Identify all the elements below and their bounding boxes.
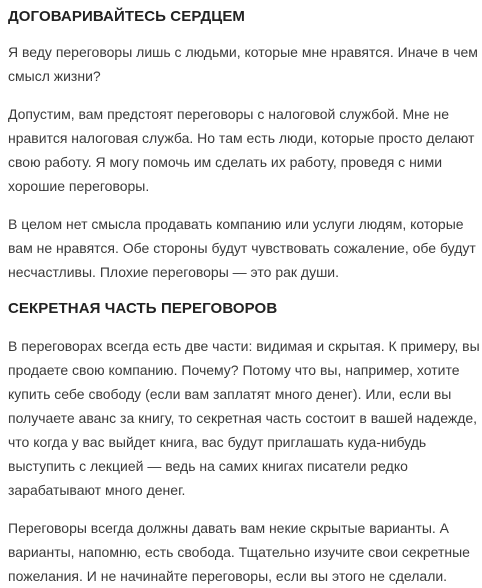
text-line: Допустим, вам предстоят переговоры с налоговой службой. Мне не xyxy=(8,106,450,122)
text-line: нравится налоговая служба. Но там есть люди, которые просто делают xyxy=(8,130,475,146)
text-line: смысл жизни? xyxy=(8,68,101,84)
text-line: купить себе свободу (если вам заплатят много денег). Или, если вы xyxy=(8,386,452,402)
text-line: выступить с лекцией — ведь на самих книгах писатели редко xyxy=(8,458,408,474)
paragraph xyxy=(8,516,474,588)
paragraph xyxy=(8,212,474,284)
text-line: получаете аванс за книгу, то секретная часть состоит в вашей надежде, xyxy=(8,410,478,426)
text-line: хорошие переговоры. xyxy=(8,178,150,194)
section-heading: СЕКРЕТНАЯ ЧАСТЬ ПЕРЕГОВОРОВ xyxy=(8,300,278,317)
text-line: продаете свою компанию. Почему? Потому что вы, например, хотите xyxy=(8,362,460,378)
text-line: несчастливы. Плохие переговоры — это рак души. xyxy=(8,264,340,280)
section-heading: ДОГОВАРИВАЙТЕСЬ СЕРДЦЕМ xyxy=(8,8,246,25)
text-line: В переговорах всегда есть две части: видимая и скрытая. К примеру, вы xyxy=(8,338,480,354)
text-line: что когда у вас выйдет книга, вас будут приглашать куда-нибудь xyxy=(8,434,427,450)
paragraph xyxy=(8,40,478,88)
text-line: Переговоры всегда должны давать вам некие скрытые варианты. А xyxy=(8,520,449,536)
text-line: вам не нравятся. Обе стороны будут чувствовать сожаление, обе будут xyxy=(8,240,476,256)
text-line: В целом нет смысла продавать компанию или услуги людям, которые xyxy=(8,216,464,232)
paragraph xyxy=(8,334,480,502)
paragraph xyxy=(8,102,474,198)
text-line: Я веду переговоры лишь с людьми, которые мне нравятся. Иначе в чем xyxy=(8,44,478,60)
text-line: зарабатывают много денег. xyxy=(8,482,186,498)
text-line: пожелания. И не начинайте переговоры, если вы этого не сделали. xyxy=(8,568,448,584)
text-line: варианты, напомню, есть свобода. Тщательно изучите свои секретные xyxy=(8,544,470,560)
text-line: свою работу. Я могу помочь им сделать их работу, проведя с ними xyxy=(8,154,443,170)
